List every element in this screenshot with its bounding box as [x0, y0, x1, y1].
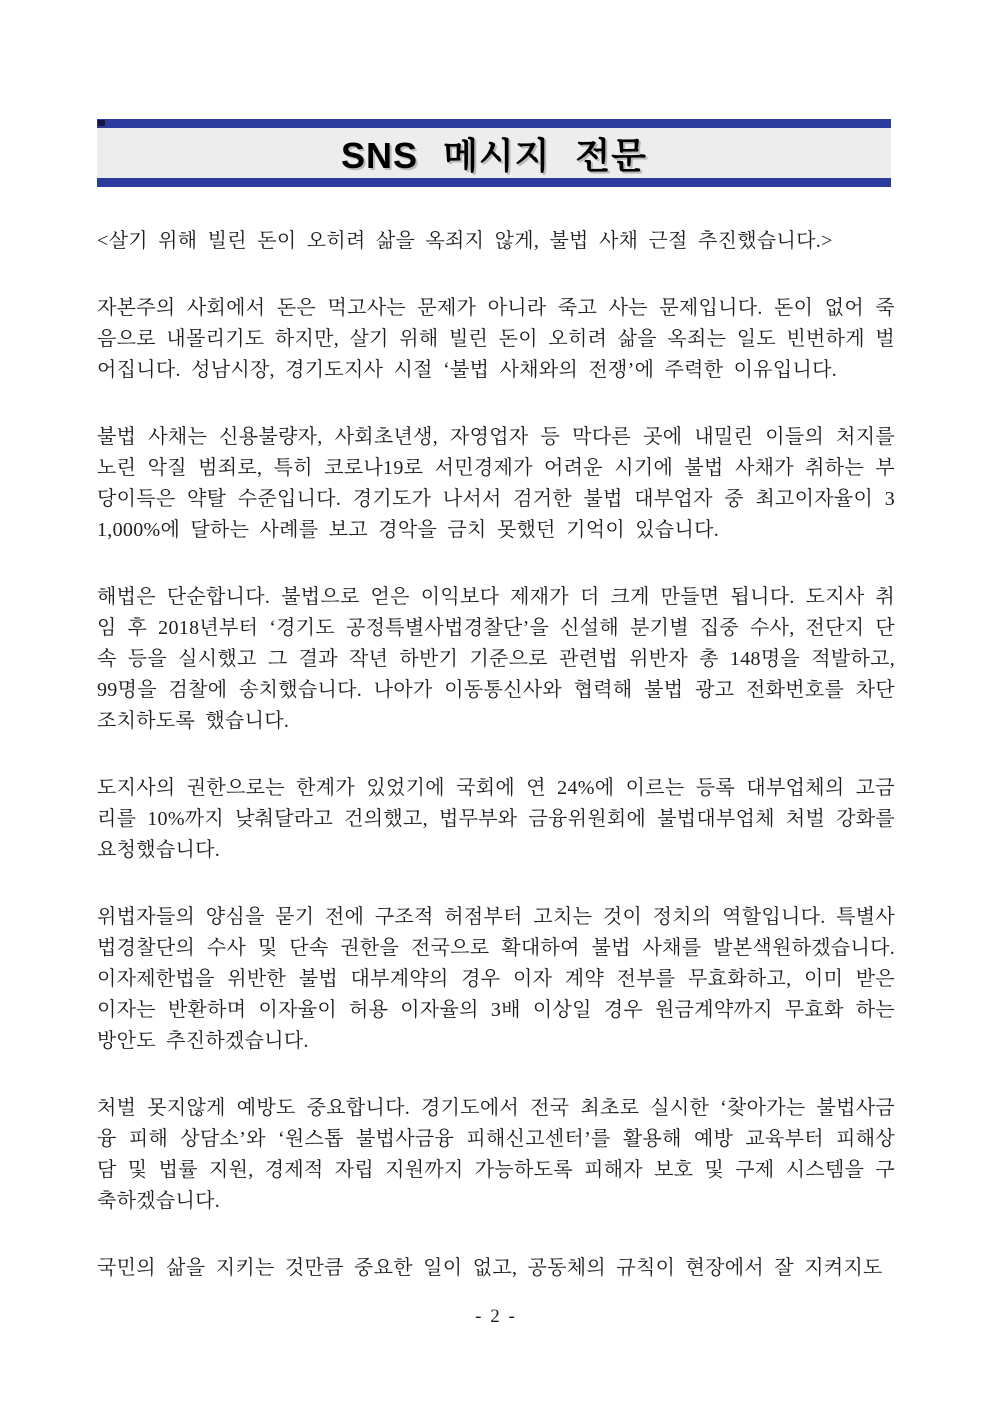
document-body: [97, 226, 895, 1284]
page-title: SNS 메시지 전문: [341, 134, 647, 176]
paragraph: 도지사의 권한으로는 한계가 있었기에 국회에 연 24%에 이르는 등록 대부업체의 고금리를 10%까지 낮춰달라고 건의했고, 법무부와 금융위원회에 불법대부업체 처벌 강화를 요청했습니다.: [97, 777, 895, 861]
paragraph: 자본주의 사회에서 돈은 먹고사는 문제가 아니라 죽고 사는 문제입니다. 돈이 없어 죽음으로 내몰리기도 하지만, 살기 위해 빌린 돈이 오히려 삶을 옥죄는 일도 빈번하게 벌어집니다. 성남시장, 경기도지사 시절 ‘불법 사채와의 전쟁’에 주력한 이유입니다.: [97, 297, 895, 381]
page-number: - 2 -: [475, 1306, 517, 1327]
banner-body: [97, 128, 891, 178]
paragraph: 위법자들의 양심을 묻기 전에 구조적 허점부터 고치는 것이 정치의 역할입니다. 특별사법경찰단의 수사 및 단속 권한을 전국으로 확대하여 불법 사채를 발본색원하겠습니다. 이자제한법을 위반한 불법 대부계약의 경우 이자 계약 전부를 무효화하고, 이미 받은 이자는 반환하며 이자율이 허용 이자율의 3배 이상일 경우 원금계약까지 무효화 하는 방안도 추진하겠습니다.: [97, 906, 895, 1052]
banner-top-bar: [97, 119, 891, 128]
paragraph-intro: <살기 위해 빌린 돈이 오히려 삶을 옥죄지 않게, 불법 사채 근절 추진했습니다.>: [97, 230, 833, 252]
title-banner: [97, 119, 891, 187]
corner-mark: [98, 120, 105, 126]
banner-bottom-bar: [97, 178, 891, 187]
paragraph: 처벌 못지않게 예방도 중요합니다. 경기도에서 전국 최초로 실시한 ‘찾아가는 불법사금융 피해 상담소’와 ‘원스톱 불법사금융 피해신고센터’를 활용해 예방 교육부터 피해상담 및 법률 지원, 경제적 자립 지원까지 가능하도록 피해자 보호 및 구제 시스템을 구축하겠습니다.: [97, 1097, 895, 1212]
paragraph-truncated: 국민의 삶을 지키는 것만큼 중요한 일이 없고, 공동체의 규칙이 현장에서 잘 지켜지도: [97, 1257, 883, 1279]
paragraph: 해법은 단순합니다. 불법으로 얻은 이익보다 제재가 더 크게 만들면 됩니다. 도지사 취임 후 2018년부터 ‘경기도 공정특별사법경찰단’을 신설해 분기별 집중 수사, 전단지 단속 등을 실시했고 그 결과 작년 하반기 기준으로 관련법 위반자 총 148명을 적발하고, 99명을 검찰에 송치했습니다. 나아가 이동통신사와 협력해 불법 광고 전화번호를 차단 조치하도록 했습니다.: [97, 586, 895, 732]
page-footer: [0, 1306, 992, 1328]
paragraph: 불법 사채는 신용불량자, 사회초년생, 자영업자 등 막다른 곳에 내밀린 이들의 처지를 노린 악질 범죄로, 특히 코로나19로 서민경제가 어려운 시기에 불법 사채가 취하는 부당이득은 약탈 수준입니다. 경기도가 나서서 검거한 불법 대부업자 중 최고이자율이 31,000%에 달하는 사례를 보고 경악을 금치 못했던 기억이 있습니다.: [97, 426, 895, 541]
